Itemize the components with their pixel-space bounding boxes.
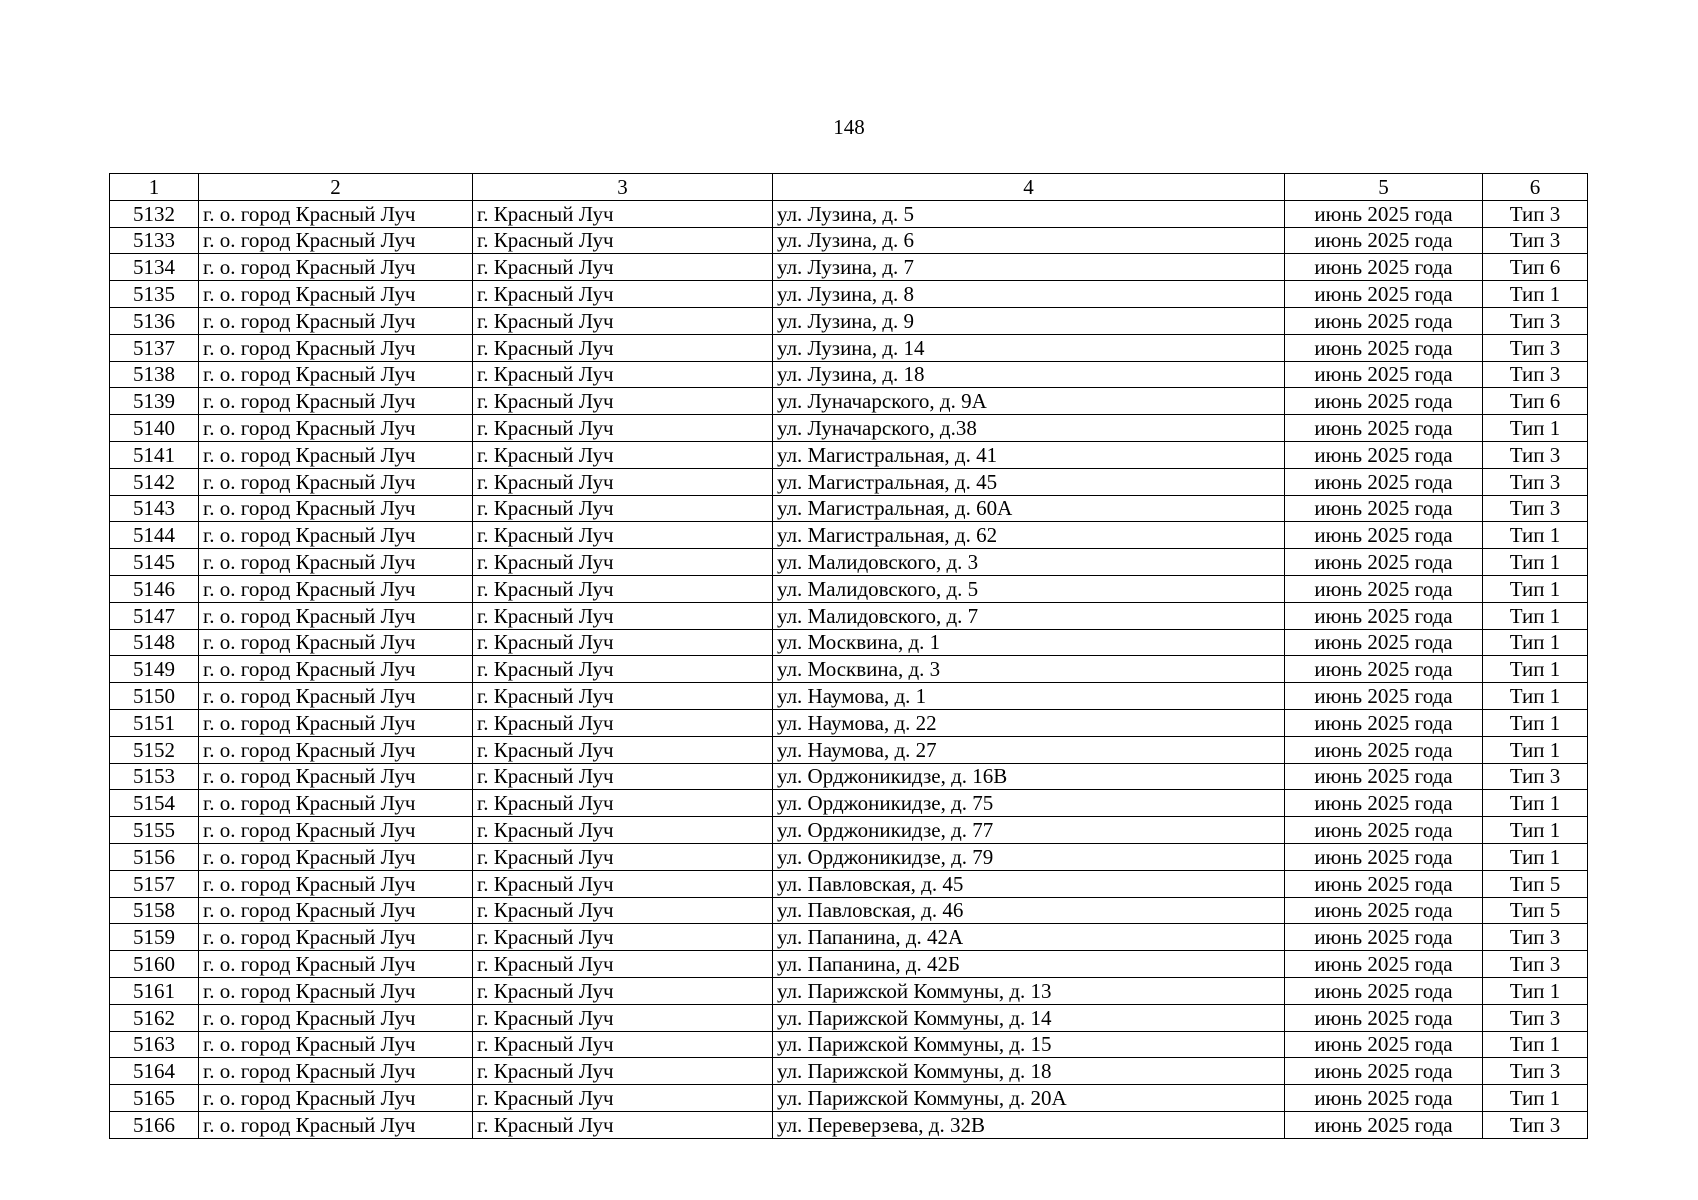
table-row: [110, 790, 1588, 817]
settlement-cell: г. Красный Луч: [473, 1111, 773, 1138]
settlement-cell: г. Красный Луч: [473, 415, 773, 442]
table-row: [110, 200, 1588, 227]
period-cell: июнь 2025 года: [1285, 709, 1483, 736]
municipality-cell: г. о. город Красный Луч: [199, 602, 473, 629]
municipality-cell: г. о. город Красный Луч: [199, 388, 473, 415]
municipality-cell: г. о. город Красный Луч: [199, 870, 473, 897]
row-number-cell: 5152: [110, 736, 199, 763]
header-col-6: 6: [1483, 174, 1588, 201]
table-body: [110, 200, 1588, 1138]
type-cell: Тип 3: [1483, 334, 1588, 361]
type-cell: Тип 1: [1483, 415, 1588, 442]
settlement-cell: г. Красный Луч: [473, 790, 773, 817]
address-cell: ул. Орджоникидзе, д. 77: [773, 817, 1285, 844]
address-cell: ул. Наумова, д. 1: [773, 683, 1285, 710]
row-number-cell: 5134: [110, 254, 199, 281]
settlement-cell: г. Красный Луч: [473, 977, 773, 1004]
type-cell: Тип 1: [1483, 683, 1588, 710]
period-cell: июнь 2025 года: [1285, 1031, 1483, 1058]
municipality-cell: г. о. город Красный Луч: [199, 1085, 473, 1112]
header-row: [110, 174, 1588, 201]
address-cell: ул. Лузина, д. 18: [773, 361, 1285, 388]
municipality-cell: г. о. город Красный Луч: [199, 843, 473, 870]
table-row: [110, 1058, 1588, 1085]
table-row: [110, 709, 1588, 736]
period-cell: июнь 2025 года: [1285, 951, 1483, 978]
address-cell: ул. Лузина, д. 14: [773, 334, 1285, 361]
address-cell: ул. Москвина, д. 3: [773, 656, 1285, 683]
row-number-cell: 5138: [110, 361, 199, 388]
type-cell: Тип 3: [1483, 361, 1588, 388]
table-row: [110, 843, 1588, 870]
type-cell: Тип 3: [1483, 1004, 1588, 1031]
row-number-cell: 5133: [110, 227, 199, 254]
type-cell: Тип 5: [1483, 870, 1588, 897]
municipality-cell: г. о. город Красный Луч: [199, 629, 473, 656]
address-cell: ул. Парижской Коммуны, д. 20А: [773, 1085, 1285, 1112]
period-cell: июнь 2025 года: [1285, 870, 1483, 897]
municipality-cell: г. о. город Красный Луч: [199, 307, 473, 334]
table-row: [110, 1111, 1588, 1138]
type-cell: Тип 3: [1483, 951, 1588, 978]
settlement-cell: г. Красный Луч: [473, 843, 773, 870]
settlement-cell: г. Красный Луч: [473, 575, 773, 602]
period-cell: июнь 2025 года: [1285, 1085, 1483, 1112]
table-row: [110, 281, 1588, 308]
municipality-cell: г. о. город Красный Луч: [199, 1031, 473, 1058]
period-cell: июнь 2025 года: [1285, 254, 1483, 281]
row-number-cell: 5161: [110, 977, 199, 1004]
period-cell: июнь 2025 года: [1285, 924, 1483, 951]
period-cell: июнь 2025 года: [1285, 415, 1483, 442]
table-row: [110, 629, 1588, 656]
address-cell: ул. Лузина, д. 6: [773, 227, 1285, 254]
table-row: [110, 870, 1588, 897]
period-cell: июнь 2025 года: [1285, 629, 1483, 656]
settlement-cell: г. Красный Луч: [473, 334, 773, 361]
type-cell: Тип 1: [1483, 790, 1588, 817]
settlement-cell: г. Красный Луч: [473, 897, 773, 924]
type-cell: Тип 1: [1483, 281, 1588, 308]
type-cell: Тип 6: [1483, 254, 1588, 281]
municipality-cell: г. о. город Красный Луч: [199, 951, 473, 978]
table-row: [110, 602, 1588, 629]
municipality-cell: г. о. город Красный Луч: [199, 709, 473, 736]
type-cell: Тип 1: [1483, 575, 1588, 602]
type-cell: Тип 1: [1483, 817, 1588, 844]
row-number-cell: 5162: [110, 1004, 199, 1031]
type-cell: Тип 5: [1483, 897, 1588, 924]
settlement-cell: г. Красный Луч: [473, 307, 773, 334]
settlement-cell: г. Красный Луч: [473, 549, 773, 576]
settlement-cell: г. Красный Луч: [473, 388, 773, 415]
type-cell: Тип 1: [1483, 1085, 1588, 1112]
settlement-cell: г. Красный Луч: [473, 495, 773, 522]
type-cell: Тип 1: [1483, 977, 1588, 1004]
address-cell: ул. Наумова, д. 22: [773, 709, 1285, 736]
table-row: [110, 361, 1588, 388]
row-number-cell: 5149: [110, 656, 199, 683]
table-row: [110, 227, 1588, 254]
type-cell: Тип 1: [1483, 709, 1588, 736]
address-cell: ул. Наумова, д. 27: [773, 736, 1285, 763]
municipality-cell: г. о. город Красный Луч: [199, 897, 473, 924]
address-cell: ул. Переверзева, д. 32В: [773, 1111, 1285, 1138]
municipality-cell: г. о. город Красный Луч: [199, 254, 473, 281]
row-number-cell: 5141: [110, 441, 199, 468]
settlement-cell: г. Красный Луч: [473, 763, 773, 790]
period-cell: июнь 2025 года: [1285, 281, 1483, 308]
settlement-cell: г. Красный Луч: [473, 1058, 773, 1085]
row-number-cell: 5145: [110, 549, 199, 576]
settlement-cell: г. Красный Луч: [473, 1004, 773, 1031]
address-cell: ул. Парижской Коммуны, д. 18: [773, 1058, 1285, 1085]
settlement-cell: г. Красный Луч: [473, 870, 773, 897]
table-row: [110, 1031, 1588, 1058]
municipality-cell: г. о. город Красный Луч: [199, 522, 473, 549]
address-cell: ул. Парижской Коммуны, д. 14: [773, 1004, 1285, 1031]
settlement-cell: г. Красный Луч: [473, 227, 773, 254]
row-number-cell: 5159: [110, 924, 199, 951]
settlement-cell: г. Красный Луч: [473, 281, 773, 308]
municipality-cell: г. о. город Красный Луч: [199, 415, 473, 442]
type-cell: Тип 3: [1483, 1111, 1588, 1138]
municipality-cell: г. о. город Красный Луч: [199, 549, 473, 576]
period-cell: июнь 2025 года: [1285, 843, 1483, 870]
address-cell: ул. Малидовского, д. 5: [773, 575, 1285, 602]
row-number-cell: 5150: [110, 683, 199, 710]
row-number-cell: 5136: [110, 307, 199, 334]
header-col-4: 4: [773, 174, 1285, 201]
row-number-cell: 5148: [110, 629, 199, 656]
municipality-cell: г. о. город Красный Луч: [199, 977, 473, 1004]
address-cell: ул. Орджоникидзе, д. 16В: [773, 763, 1285, 790]
type-cell: Тип 6: [1483, 388, 1588, 415]
row-number-cell: 5135: [110, 281, 199, 308]
table-row: [110, 388, 1588, 415]
table-row: [110, 1004, 1588, 1031]
type-cell: Тип 3: [1483, 307, 1588, 334]
row-number-cell: 5146: [110, 575, 199, 602]
type-cell: Тип 1: [1483, 656, 1588, 683]
row-number-cell: 5137: [110, 334, 199, 361]
table-row: [110, 254, 1588, 281]
row-number-cell: 5160: [110, 951, 199, 978]
municipality-cell: г. о. город Красный Луч: [199, 334, 473, 361]
settlement-cell: г. Красный Луч: [473, 709, 773, 736]
address-cell: ул. Папанина, д. 42Б: [773, 951, 1285, 978]
type-cell: Тип 3: [1483, 468, 1588, 495]
period-cell: июнь 2025 года: [1285, 495, 1483, 522]
row-number-cell: 5139: [110, 388, 199, 415]
settlement-cell: г. Красный Луч: [473, 441, 773, 468]
table-row: [110, 736, 1588, 763]
type-cell: Тип 3: [1483, 495, 1588, 522]
period-cell: июнь 2025 года: [1285, 977, 1483, 1004]
row-number-cell: 5142: [110, 468, 199, 495]
period-cell: июнь 2025 года: [1285, 441, 1483, 468]
table-row: [110, 1085, 1588, 1112]
municipality-cell: г. о. город Красный Луч: [199, 575, 473, 602]
address-cell: ул. Павловская, д. 46: [773, 897, 1285, 924]
period-cell: июнь 2025 года: [1285, 307, 1483, 334]
table-row: [110, 549, 1588, 576]
settlement-cell: г. Красный Луч: [473, 1031, 773, 1058]
municipality-cell: г. о. город Красный Луч: [199, 1111, 473, 1138]
settlement-cell: г. Красный Луч: [473, 683, 773, 710]
period-cell: июнь 2025 года: [1285, 1111, 1483, 1138]
settlement-cell: г. Красный Луч: [473, 817, 773, 844]
type-cell: Тип 3: [1483, 1058, 1588, 1085]
type-cell: Тип 1: [1483, 522, 1588, 549]
header-col-5: 5: [1285, 174, 1483, 201]
municipality-cell: г. о. город Красный Луч: [199, 924, 473, 951]
type-cell: Тип 1: [1483, 602, 1588, 629]
type-cell: Тип 3: [1483, 200, 1588, 227]
type-cell: Тип 3: [1483, 763, 1588, 790]
type-cell: Тип 1: [1483, 843, 1588, 870]
municipality-cell: г. о. город Красный Луч: [199, 763, 473, 790]
municipality-cell: г. о. город Красный Луч: [199, 200, 473, 227]
address-cell: ул. Орджоникидзе, д. 75: [773, 790, 1285, 817]
settlement-cell: г. Красный Луч: [473, 602, 773, 629]
row-number-cell: 5153: [110, 763, 199, 790]
header-col-3: 3: [473, 174, 773, 201]
municipality-cell: г. о. город Красный Луч: [199, 736, 473, 763]
address-cell: ул. Магистральная, д. 60А: [773, 495, 1285, 522]
period-cell: июнь 2025 года: [1285, 656, 1483, 683]
municipality-cell: г. о. город Красный Луч: [199, 1004, 473, 1031]
row-number-cell: 5140: [110, 415, 199, 442]
period-cell: июнь 2025 года: [1285, 468, 1483, 495]
settlement-cell: г. Красный Луч: [473, 951, 773, 978]
period-cell: июнь 2025 года: [1285, 522, 1483, 549]
table-row: [110, 897, 1588, 924]
type-cell: Тип 1: [1483, 1031, 1588, 1058]
settlement-cell: г. Красный Луч: [473, 1085, 773, 1112]
type-cell: Тип 1: [1483, 629, 1588, 656]
table-row: [110, 656, 1588, 683]
row-number-cell: 5158: [110, 897, 199, 924]
period-cell: июнь 2025 года: [1285, 817, 1483, 844]
row-number-cell: 5151: [110, 709, 199, 736]
municipality-cell: г. о. город Красный Луч: [199, 656, 473, 683]
row-number-cell: 5157: [110, 870, 199, 897]
row-number-cell: 5143: [110, 495, 199, 522]
municipality-cell: г. о. город Красный Луч: [199, 1058, 473, 1085]
table-row: [110, 441, 1588, 468]
municipality-cell: г. о. город Красный Луч: [199, 817, 473, 844]
table-row: [110, 683, 1588, 710]
address-cell: ул. Магистральная, д. 62: [773, 522, 1285, 549]
period-cell: июнь 2025 года: [1285, 549, 1483, 576]
address-cell: ул. Лузина, д. 9: [773, 307, 1285, 334]
settlement-cell: г. Красный Луч: [473, 254, 773, 281]
table-row: [110, 522, 1588, 549]
period-cell: июнь 2025 года: [1285, 227, 1483, 254]
address-cell: ул. Малидовского, д. 7: [773, 602, 1285, 629]
address-cell: ул. Орджоникидзе, д. 79: [773, 843, 1285, 870]
table-row: [110, 951, 1588, 978]
period-cell: июнь 2025 года: [1285, 1004, 1483, 1031]
municipality-cell: г. о. город Красный Луч: [199, 361, 473, 388]
header-col-2: 2: [199, 174, 473, 201]
period-cell: июнь 2025 года: [1285, 790, 1483, 817]
address-cell: ул. Парижской Коммуны, д. 15: [773, 1031, 1285, 1058]
address-cell: ул. Москвина, д. 1: [773, 629, 1285, 656]
settlement-cell: г. Красный Луч: [473, 736, 773, 763]
table-row: [110, 495, 1588, 522]
municipality-cell: г. о. город Красный Луч: [199, 468, 473, 495]
address-cell: ул. Лузина, д. 7: [773, 254, 1285, 281]
header-col-1: 1: [110, 174, 199, 201]
table-row: [110, 575, 1588, 602]
period-cell: июнь 2025 года: [1285, 1058, 1483, 1085]
period-cell: июнь 2025 года: [1285, 683, 1483, 710]
municipality-cell: г. о. город Красный Луч: [199, 790, 473, 817]
row-number-cell: 5132: [110, 200, 199, 227]
settlement-cell: г. Красный Луч: [473, 522, 773, 549]
table-header: [110, 174, 1588, 201]
settlement-cell: г. Красный Луч: [473, 924, 773, 951]
type-cell: Тип 3: [1483, 924, 1588, 951]
table-row: [110, 415, 1588, 442]
period-cell: июнь 2025 года: [1285, 575, 1483, 602]
row-number-cell: 5166: [110, 1111, 199, 1138]
row-number-cell: 5154: [110, 790, 199, 817]
table-row: [110, 468, 1588, 495]
address-cell: ул. Лузина, д. 5: [773, 200, 1285, 227]
address-cell: ул. Магистральная, д. 41: [773, 441, 1285, 468]
table-row: [110, 307, 1588, 334]
settlement-cell: г. Красный Луч: [473, 361, 773, 388]
period-cell: июнь 2025 года: [1285, 334, 1483, 361]
row-number-cell: 5144: [110, 522, 199, 549]
settlement-cell: г. Красный Луч: [473, 468, 773, 495]
address-cell: ул. Папанина, д. 42А: [773, 924, 1285, 951]
municipality-cell: г. о. город Красный Луч: [199, 227, 473, 254]
settlement-cell: г. Красный Луч: [473, 656, 773, 683]
municipality-cell: г. о. город Красный Луч: [199, 495, 473, 522]
period-cell: июнь 2025 года: [1285, 388, 1483, 415]
address-cell: ул. Луначарского, д.38: [773, 415, 1285, 442]
row-number-cell: 5147: [110, 602, 199, 629]
table-row: [110, 977, 1588, 1004]
address-cell: ул. Павловская, д. 45: [773, 870, 1285, 897]
type-cell: Тип 3: [1483, 441, 1588, 468]
municipality-cell: г. о. город Красный Луч: [199, 441, 473, 468]
settlement-cell: г. Красный Луч: [473, 629, 773, 656]
period-cell: июнь 2025 года: [1285, 763, 1483, 790]
address-cell: ул. Луначарского, д. 9А: [773, 388, 1285, 415]
settlement-cell: г. Красный Луч: [473, 200, 773, 227]
row-number-cell: 5156: [110, 843, 199, 870]
table-row: [110, 763, 1588, 790]
address-cell: ул. Парижской Коммуны, д. 13: [773, 977, 1285, 1004]
table-row: [110, 924, 1588, 951]
row-number-cell: 5165: [110, 1085, 199, 1112]
type-cell: Тип 1: [1483, 549, 1588, 576]
period-cell: июнь 2025 года: [1285, 200, 1483, 227]
register-table: [109, 173, 1588, 1139]
municipality-cell: г. о. город Красный Луч: [199, 281, 473, 308]
row-number-cell: 5155: [110, 817, 199, 844]
address-cell: ул. Лузина, д. 8: [773, 281, 1285, 308]
address-cell: ул. Малидовского, д. 3: [773, 549, 1285, 576]
row-number-cell: 5163: [110, 1031, 199, 1058]
type-cell: Тип 1: [1483, 736, 1588, 763]
table-row: [110, 334, 1588, 361]
municipality-cell: г. о. город Красный Луч: [199, 683, 473, 710]
row-number-cell: 5164: [110, 1058, 199, 1085]
page-number: 148: [833, 115, 865, 139]
table-row: [110, 817, 1588, 844]
period-cell: июнь 2025 года: [1285, 736, 1483, 763]
type-cell: Тип 3: [1483, 227, 1588, 254]
period-cell: июнь 2025 года: [1285, 602, 1483, 629]
period-cell: июнь 2025 года: [1285, 897, 1483, 924]
period-cell: июнь 2025 года: [1285, 361, 1483, 388]
address-cell: ул. Магистральная, д. 45: [773, 468, 1285, 495]
